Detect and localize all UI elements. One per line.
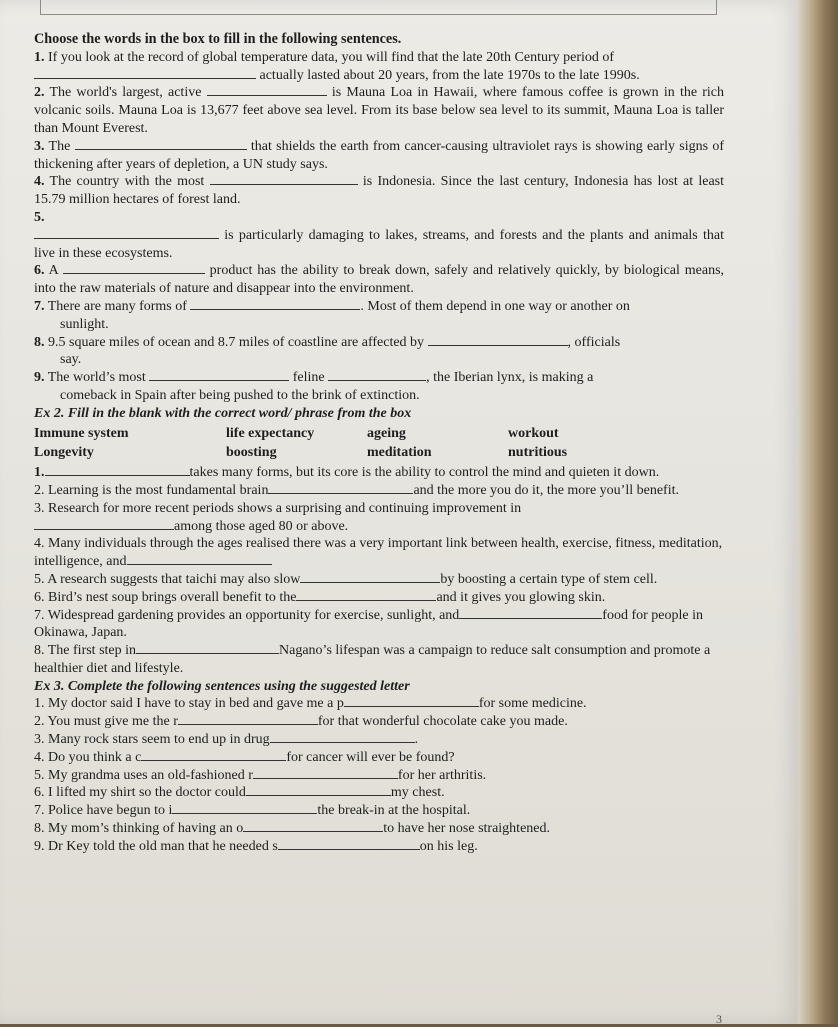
ex1-item-3: 3. The that shields the earth from cancer-causing ultraviolet rays is showing early signs of thickening after years of depletion, a UN study says.: [34, 138, 725, 172]
ex2-item-3: 3. Research for more recent periods shows a surprising and continuing improvement in among those aged 80 or above.: [34, 500, 522, 534]
word-box-item: life expectancy: [226, 425, 315, 441]
background-edge: [798, 0, 838, 1024]
ex3-item-4: 4. Do you think a c for cancer will ever be found?: [34, 749, 455, 765]
ex1-item-2: 2. The world's largest, active is Mauna Loa in Hawaii, where famous coffee is grown in the rich volcanic soils. Mauna Loa is 13,677 feet above sea level. From its base below sea level to its summit, Mauna Loa is taller than Mount Everest.: [34, 85, 725, 136]
page-number: 3: [716, 1012, 722, 1026]
ex3-blank-2[interactable]: [178, 713, 318, 725]
word-box-item: Immune system: [34, 425, 129, 441]
ex2-blank-1[interactable]: [45, 464, 190, 476]
ex1-item-5: 5. is particularly damaging to lakes, streams, and forests and the plants and animals that live in these ecosystems.: [34, 209, 724, 261]
ex1-blank-3[interactable]: [75, 138, 247, 150]
ex3-blank-6[interactable]: [246, 784, 391, 796]
ex1-item-8: 8. 9.5 square miles of ocean and 8.7 miles of coastline are affected by , officials say.: [34, 334, 621, 368]
ex1-item-9: 9. The world’s most feline , the Iberian lynx, is making a comeback in Spain after being pushed to the brink of extinction.: [34, 370, 594, 403]
ex3-item-5: 5. My grandma uses an old-fashioned r for her arthritis.: [34, 767, 487, 783]
ex2-item-1: 1. takes many forms, but its core is the ability to control the mind and quieten it down.: [34, 465, 660, 481]
ex2-item-4: 4. Many individuals through the ages realised there was a very important link between health, exercise, fitness, meditation, intelligence, and: [34, 536, 723, 570]
ex3-blank-4[interactable]: [141, 749, 286, 761]
ex3-item-1: 1. My doctor said I have to stay in bed and gave me a p for some medicine.: [34, 696, 587, 712]
word-box-row-1: [34, 425, 724, 443]
ex1-blank-6[interactable]: [63, 262, 205, 274]
ex1-blank-9a[interactable]: [149, 369, 289, 381]
ex3-item-8: 8. My mom’s thinking of having an o to have her nose straightened.: [34, 821, 550, 837]
ex2-blank-2[interactable]: [268, 482, 413, 494]
word-box-item: ageing: [367, 425, 406, 441]
ex3-item-9: 9. Dr Key told the old man that he needed s on his leg.: [34, 838, 478, 854]
word-box-row-2: [34, 444, 724, 462]
exercise-3-heading: Ex 3. Complete the following sentences using the suggested letter: [34, 678, 410, 694]
ex2-blank-5[interactable]: [300, 571, 440, 583]
ex3-item-2: 2. You must give me the r for that wonderful chocolate cake you made.: [34, 714, 568, 730]
ex2-item-5: 5. A research suggests that taichi may also slow by boosting a certain type of stem cell.: [34, 571, 658, 587]
ex3-item-6: 6. I lifted my shirt so the doctor could my chest.: [34, 785, 445, 801]
word-box-item: workout: [508, 425, 559, 441]
ex2-blank-4[interactable]: [127, 553, 272, 565]
ex2-word-box: [34, 425, 724, 463]
ex2-blank-3[interactable]: [34, 518, 174, 530]
ex1-blank-2[interactable]: [207, 84, 327, 96]
exercise-2-heading: Ex 2. Fill in the blank with the correct word/ phrase from the box: [34, 405, 412, 421]
ex1-item-7: 7. There are many forms of . Most of them depend in one way or another on sunlight.: [34, 298, 630, 332]
word-box-item: nutritious: [508, 445, 568, 461]
worksheet-content: [34, 31, 724, 856]
ex3-blank-9[interactable]: [278, 838, 420, 850]
word-box-item: Longevity: [34, 445, 94, 461]
ex2-blank-7[interactable]: [459, 607, 602, 619]
word-box-item: meditation: [367, 445, 432, 461]
exercise-1-title: Choose the words in the box to fill in the following sentences.: [34, 31, 402, 47]
ex2-item-7: 7. Widespread gardening provides an opportunity for exercise, sunlight, and food for people in Okinawa, Japan.: [34, 607, 703, 641]
ex2-item-2: 2. Learning is the most fundamental brain and the more you do it, the more you’ll benefit.: [34, 482, 679, 498]
ex3-blank-7[interactable]: [172, 802, 317, 814]
ex2-item-8: 8. The first step in Nagano’s lifespan was a campaign to reduce salt consumption and promote a healthier diet and lifestyle.: [34, 643, 711, 676]
ex1-blank-9b[interactable]: [328, 369, 426, 381]
ex1-blank-5[interactable]: [34, 227, 219, 239]
ex1-item-4: 4. The country with the most is Indonesia. Since the last century, Indonesia has lost at least 15.79 million hectares of forest land.: [34, 174, 725, 208]
top-box-border: [40, 0, 717, 15]
ex1-item-6: 6. A product has the ability to break down, safely and relatively quickly, by biological means, into the raw materials of nature and disappear into the environment.: [34, 263, 725, 297]
ex3-blank-3[interactable]: [270, 731, 415, 743]
ex2-blank-6[interactable]: [296, 589, 436, 601]
ex2-item-6: 6. Bird’s nest soup brings overall benefit to the and it gives you glowing skin.: [34, 589, 606, 605]
ex3-blank-5[interactable]: [253, 767, 398, 779]
ex3-item-7: 7. Police have begun to i the break-in at the hospital.: [34, 803, 471, 819]
ex1-blank-4[interactable]: [210, 173, 358, 185]
ex1-item-1: 1. If you look at the record of global temperature data, you will find that the late 20th Century period of actually lasted about 20 years, from the late 1970s to the late 1990s.: [34, 49, 640, 83]
ex3-blank-8[interactable]: [243, 820, 383, 832]
ex3-item-3: 3. Many rock stars seem to end up in drug .: [34, 732, 419, 748]
ex1-blank-1[interactable]: [34, 67, 256, 79]
word-box-item: boosting: [226, 445, 277, 461]
ex1-blank-7[interactable]: [190, 298, 360, 310]
ex2-blank-8[interactable]: [136, 642, 279, 654]
ex1-blank-8[interactable]: [428, 334, 568, 346]
ex3-blank-1[interactable]: [344, 695, 479, 707]
